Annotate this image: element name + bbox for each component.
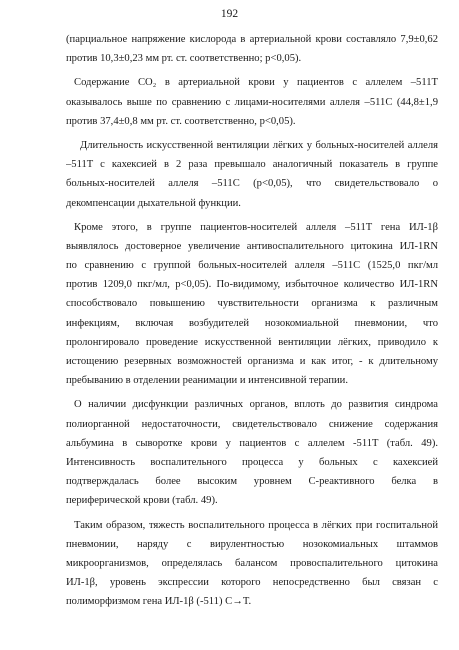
text-line: Кроме этого, в группе пациентов-носителей аллеля –511T гена ИЛ-1β	[74, 221, 438, 233]
text-line: Интенсивность воспалительного процесса у больных с кахексией	[66, 456, 438, 468]
text-line: ИЛ-1β, уровень экспрессии которого непосредственно был связан с	[66, 577, 438, 589]
text-line: полиорганной недостаточности, свидетельствовало снижение содержания	[66, 418, 438, 430]
text-line: (парциальное напряжение кислорода в артериальной крови составляло 7,9±0,62	[66, 34, 438, 45]
text-line: Таким образом, тяжесть воспалительного процесса в лёгких при госпитальной	[74, 519, 438, 531]
text-line: –511T с кахексией в 2 раза превышало аналогичный показатель в группе	[66, 159, 438, 171]
text-line: способствовало повышению чувствительности организма к различным	[66, 298, 438, 310]
text-line: полиморфизмом гена ИЛ-1β (-511) С→T.	[66, 596, 252, 608]
page-body	[66, 30, 438, 611]
paragraph-oxygen-tension	[66, 30, 438, 68]
text-line: против 37,4±0,8 мм рт. ст. соответственно, р<0,05).	[66, 115, 296, 127]
text-line: микроорганизмов, определялась балансом провоспалительного цитокина	[66, 557, 438, 569]
text-line: подтверждалась более высоким уровнем С-реактивного белка в	[66, 476, 438, 488]
text-line: О наличии дисфункции различных органов, вплоть до развития синдрома	[74, 399, 438, 411]
text-line: выявлялось достоверное увеличение антивоспалительного цитокина ИЛ-1RN	[66, 240, 438, 252]
paragraph-conclusion	[66, 516, 438, 612]
text-line: пролонгировало проведение искусственной вентиляции лёгких, приводило к	[66, 336, 438, 348]
page-number: 192	[220, 8, 239, 20]
paragraph-il1rn-increase	[66, 218, 438, 391]
text-line: периферической крови (табл. 49).	[66, 495, 218, 507]
text-line: инфекциям, включая возбудителей нозокомиальной пневмонии, что	[66, 317, 438, 329]
text-line: альбумина в сыворотке крови у пациентов с аллелем -511T (табл. 49).	[66, 437, 438, 449]
text-line: против 1209,0 пкг/мл, р<0,05). По-видимому, избыточное количество ИЛ-1RN	[66, 279, 438, 291]
text-line: Длительность искусственной вентиляции лёгких у больных-носителей аллеля	[80, 139, 438, 151]
text-line: против 10,3±0,23 мм рт. ст. соответственно; р<0,05).	[66, 53, 302, 65]
paragraph-organ-dysfunction	[66, 395, 438, 510]
paragraph-ventilation-duration	[66, 136, 438, 213]
text-line: по сравнению с группой больных-носителей аллеля –511С (1525,0 пкг/мл	[66, 260, 438, 272]
text-line: оказывалось выше по сравнению с лицами-носителями аллеля –511C (44,8±1,9	[66, 96, 438, 108]
text-line: пневмонии, наряду с вирулентностью нозокомиальных штаммов	[66, 538, 438, 550]
text-line: истощению резервных возможностей организма и как итог, - к длительному	[66, 356, 438, 367]
text-line: декомпенсации дыхательной функции.	[66, 197, 241, 209]
text-line: больных-носителей аллеля –511C (р<0,05), что свидетельствовало о	[66, 178, 438, 190]
text-line: пребыванию в отделении реанимации и интенсивной терапии.	[66, 375, 348, 387]
paragraph-co2-content	[66, 73, 438, 131]
text-line: Содержание CO₂ в артериальной крови у пациентов с аллелем –511T	[74, 77, 438, 89]
